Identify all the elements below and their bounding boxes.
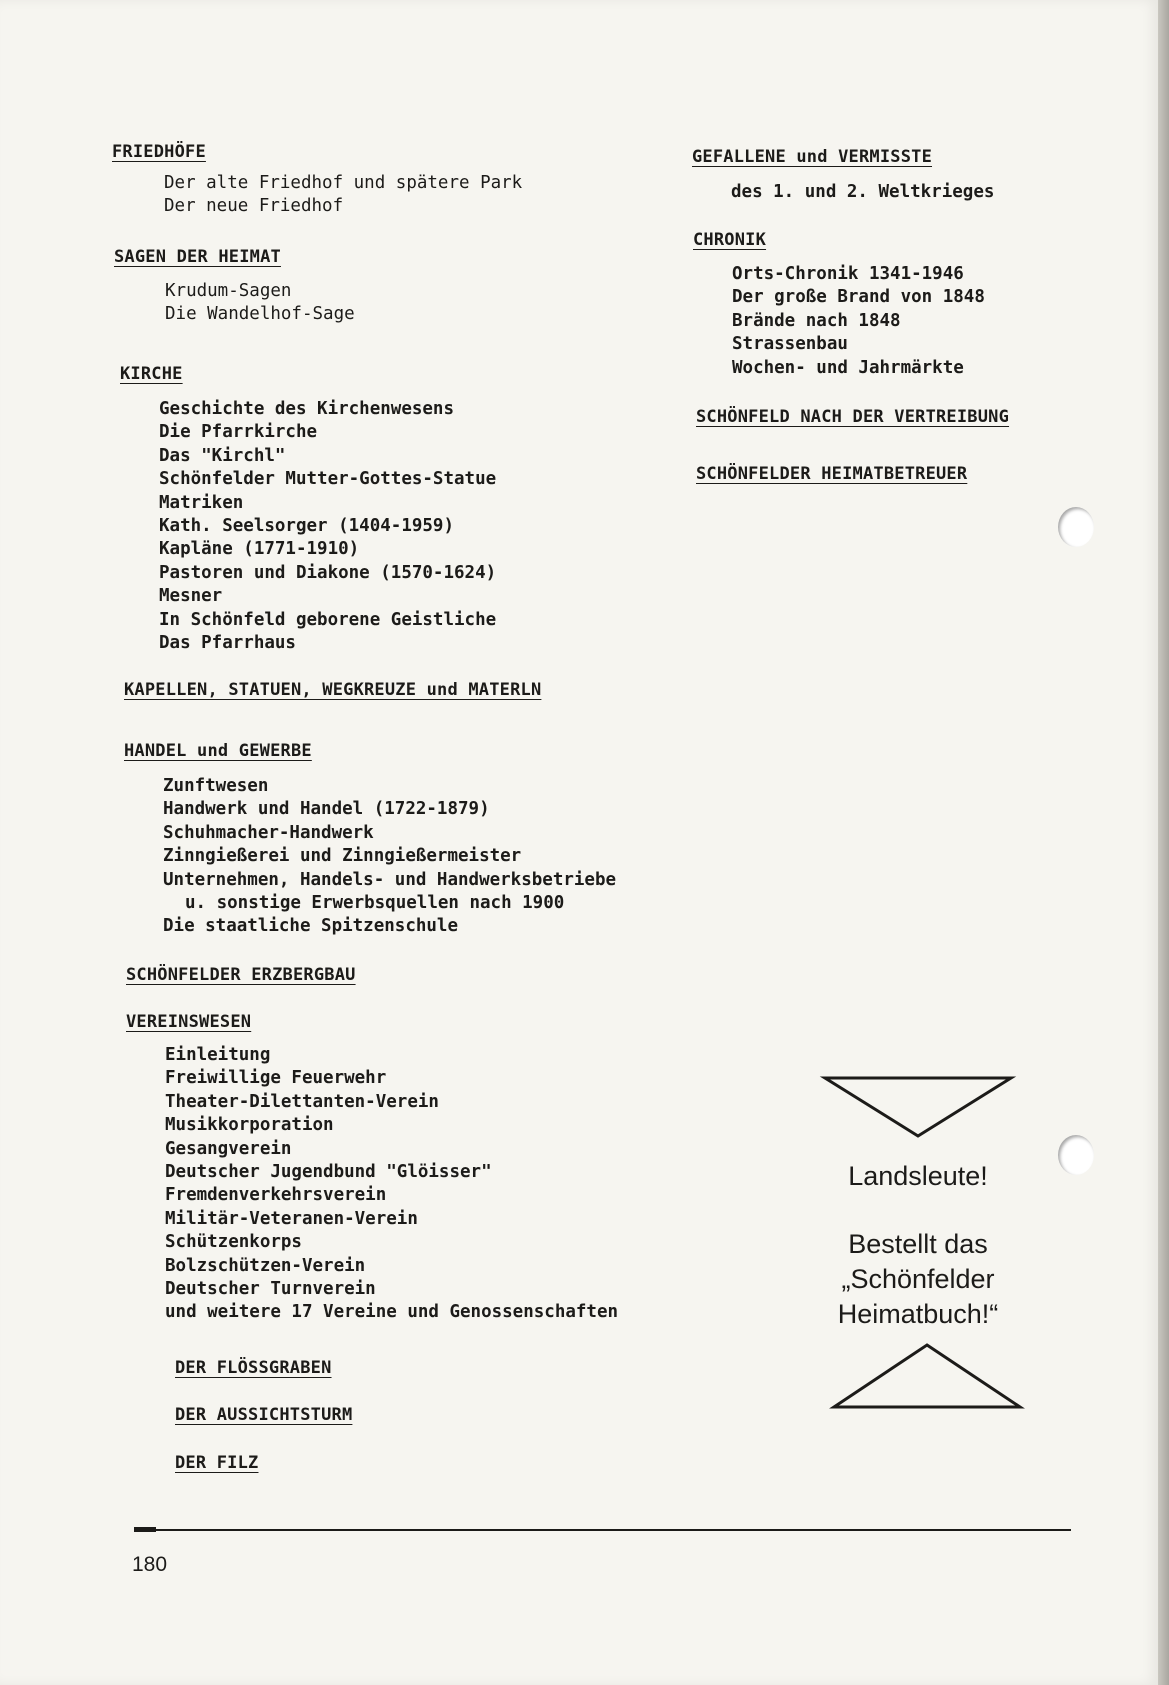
section-heading-floessgraben: DER FLÖSSGRABEN	[175, 1358, 332, 1378]
gefallene-subtitle-wrap	[731, 182, 994, 202]
list-item: Handwerk und Handel (1722-1879)	[163, 799, 490, 820]
list-item: In Schönfeld geborene Geistliche	[159, 609, 497, 630]
vereine-list	[165, 1044, 618, 1325]
up-triangle-icon	[832, 1343, 1022, 1409]
section-heading-erzbergbau: SCHÖNFELDER ERZBERGBAU	[126, 965, 356, 985]
section-heading-kapellen: KAPELLEN, STATUEN, WEGKREUZE und MATERLN	[124, 680, 542, 700]
footer-rule	[136, 1529, 1071, 1531]
section-heading-vertreibung: SCHÖNFELD NACH DER VERTREIBUNG	[696, 407, 1010, 427]
list-item: Deutscher Turnverein	[165, 1279, 376, 1300]
list-item: Bolzschützen-Verein	[165, 1255, 366, 1276]
list-item: Unternehmen, Handels- und Handwerksbetriebe	[163, 869, 617, 890]
list-item: Der große Brand von 1848	[732, 287, 985, 308]
list-item: Schützenkorps	[165, 1232, 302, 1253]
list-item: Der alte Friedhof und spätere Park	[164, 173, 523, 193]
kirche-list	[159, 398, 496, 655]
list-item: Brände nach 1848	[732, 310, 901, 331]
promo-heimatbuch: Heimatbuch!“	[837, 1299, 999, 1329]
section-heading-chronik: CHRONIK	[693, 230, 767, 250]
page-number: 180	[132, 1553, 168, 1576]
binder-hole-icon	[1058, 507, 1094, 547]
list-item: Wochen- und Jahrmärkte	[732, 357, 964, 378]
promo-landsleute: Landsleute!	[848, 1161, 988, 1191]
list-item: und weitere 17 Vereine und Genossenschaften	[165, 1302, 619, 1323]
list-item: Das Pfarrhaus	[159, 633, 296, 654]
list-item: Musikkorporation	[165, 1115, 334, 1136]
list-item: Pastoren und Diakone (1570-1624)	[159, 562, 497, 583]
sagen-list	[165, 280, 355, 327]
section-heading-handel: HANDEL und GEWERBE	[124, 741, 312, 761]
list-item: Die staatliche Spitzenschule	[163, 916, 459, 937]
list-item: Gesangverein	[165, 1138, 292, 1159]
list-item: Zunftwesen	[163, 776, 269, 796]
list-item: Matriken	[159, 492, 244, 513]
section-heading-kirche: KIRCHE	[120, 364, 183, 384]
list-item: Einleitung	[165, 1045, 271, 1065]
list-item: Das "Kirchl"	[159, 445, 286, 466]
gefallene-subtitle: des 1. und 2. Weltkrieges	[731, 182, 995, 202]
list-item: Krudum-Sagen	[165, 281, 292, 301]
section-heading-friedhoefe: FRIEDHÖFE	[112, 142, 206, 162]
handel-list	[163, 775, 616, 939]
section-heading-sagen: SAGEN DER HEIMAT	[114, 247, 281, 267]
page-edge	[1158, 0, 1169, 1685]
list-item: Die Wandelhof-Sage	[165, 304, 355, 325]
promo-bestellt: Bestellt das	[848, 1229, 988, 1259]
list-item: Militär-Veteranen-Verein	[165, 1208, 418, 1229]
list-item: Deutscher Jugendbund "Glöisser"	[165, 1162, 492, 1183]
list-item: Die Pfarrkirche	[159, 422, 318, 443]
friedhoefe-list	[164, 172, 522, 219]
list-item: Schönfelder Mutter-Gottes-Statue	[159, 469, 497, 490]
list-item: Theater-Dilettanten-Verein	[165, 1091, 439, 1112]
list-item: Strassenbau	[732, 334, 848, 355]
promo-schoenfelder: „Schönfelder	[841, 1264, 995, 1294]
list-item: Mesner	[159, 586, 223, 607]
down-triangle-icon	[823, 1076, 1013, 1138]
list-item: u. sonstige Erwerbsquellen nach 1900	[185, 893, 565, 914]
section-heading-aussichtsturm: DER AUSSICHTSTURM	[175, 1405, 353, 1425]
binder-hole-icon	[1058, 1135, 1094, 1175]
section-heading-filz: DER FILZ	[175, 1453, 259, 1473]
section-heading-gefallene: GEFALLENE und VERMISSTE	[692, 147, 933, 167]
list-item: Zinngießerei und Zinngießermeister	[163, 846, 522, 867]
list-item: Schuhmacher-Handwerk	[163, 822, 374, 843]
list-item: Freiwillige Feuerwehr	[165, 1068, 387, 1089]
chronik-list	[732, 263, 985, 380]
section-heading-vereine: VEREINSWESEN	[126, 1012, 252, 1032]
list-item: Orts-Chronik 1341-1946	[732, 264, 964, 284]
section-heading-heimatbetreuer: SCHÖNFELDER HEIMATBETREUER	[696, 464, 968, 484]
list-item: Kapläne (1771-1910)	[159, 539, 360, 560]
list-item: Geschichte des Kirchenwesens	[159, 399, 455, 419]
list-item: Kath. Seelsorger (1404-1959)	[159, 516, 455, 537]
list-item: Fremdenverkehrsverein	[165, 1185, 387, 1206]
list-item: Der neue Friedhof	[164, 196, 344, 217]
